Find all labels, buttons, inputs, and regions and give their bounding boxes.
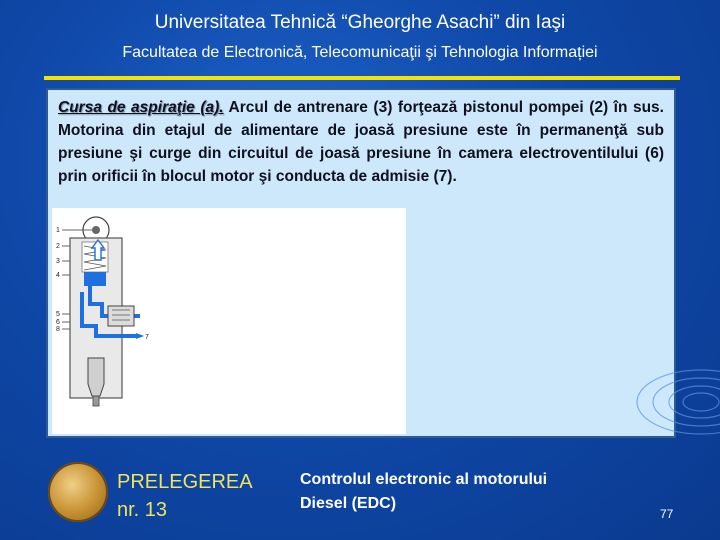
course-title-line2: Diesel (EDC) xyxy=(300,495,397,512)
university-seal-logo xyxy=(48,462,108,522)
header-title: Universitatea Tehnică “Gheorghe Asachi” din Iaşi xyxy=(154,12,566,33)
diagram-label-1: 1 xyxy=(56,227,60,234)
lecture-label xyxy=(117,468,253,524)
diagram-label-6: 6 xyxy=(56,319,60,326)
body-text xyxy=(58,96,664,188)
inlet-arrow xyxy=(136,333,144,339)
course-title-line1: Controlul electronic al motorului xyxy=(300,471,548,488)
body-lead: Cursa de aspiraţie (a). xyxy=(58,99,224,116)
course-title xyxy=(300,468,547,516)
page-number: 77 xyxy=(660,507,674,521)
nozzle-tip xyxy=(93,396,99,406)
header-subtitle: Facultatea de Electronică, Telecomunicaţii şi Tehnologia Informației xyxy=(122,44,598,61)
diagram-label-4: 4 xyxy=(56,272,60,279)
pump-diagram xyxy=(52,208,406,434)
lecture-label-line2: nr. 13 xyxy=(117,499,168,521)
solenoid-valve xyxy=(108,306,134,326)
pump-chamber xyxy=(84,272,106,286)
diagram-label-8: 8 xyxy=(56,326,60,333)
body-main: Arcul de antrenare (3) forţează pistonul pompei (2) în sus. Motorina din etajul de alimentare de joasă presiune este în permanenţă sub presiune şi curge din circuitul de joasă presiune în camera electroventilului (6) prin orificii în blocul motor şi conducta de admisie (7). xyxy=(58,99,664,185)
diagram-label-3: 3 xyxy=(56,258,60,265)
diagram-label-2: 2 xyxy=(56,243,60,250)
cam-inner xyxy=(92,226,100,234)
diagram-label-5: 5 xyxy=(56,311,60,318)
diagram-label-7: 7 xyxy=(145,334,149,341)
injector-nozzle xyxy=(88,358,104,396)
water-ripple-decoration xyxy=(626,352,720,502)
header-divider xyxy=(44,76,680,80)
lecture-label-line1: PRELEGEREA xyxy=(117,471,253,493)
pump-diagram-svg xyxy=(52,208,406,434)
content-panel xyxy=(46,88,676,438)
